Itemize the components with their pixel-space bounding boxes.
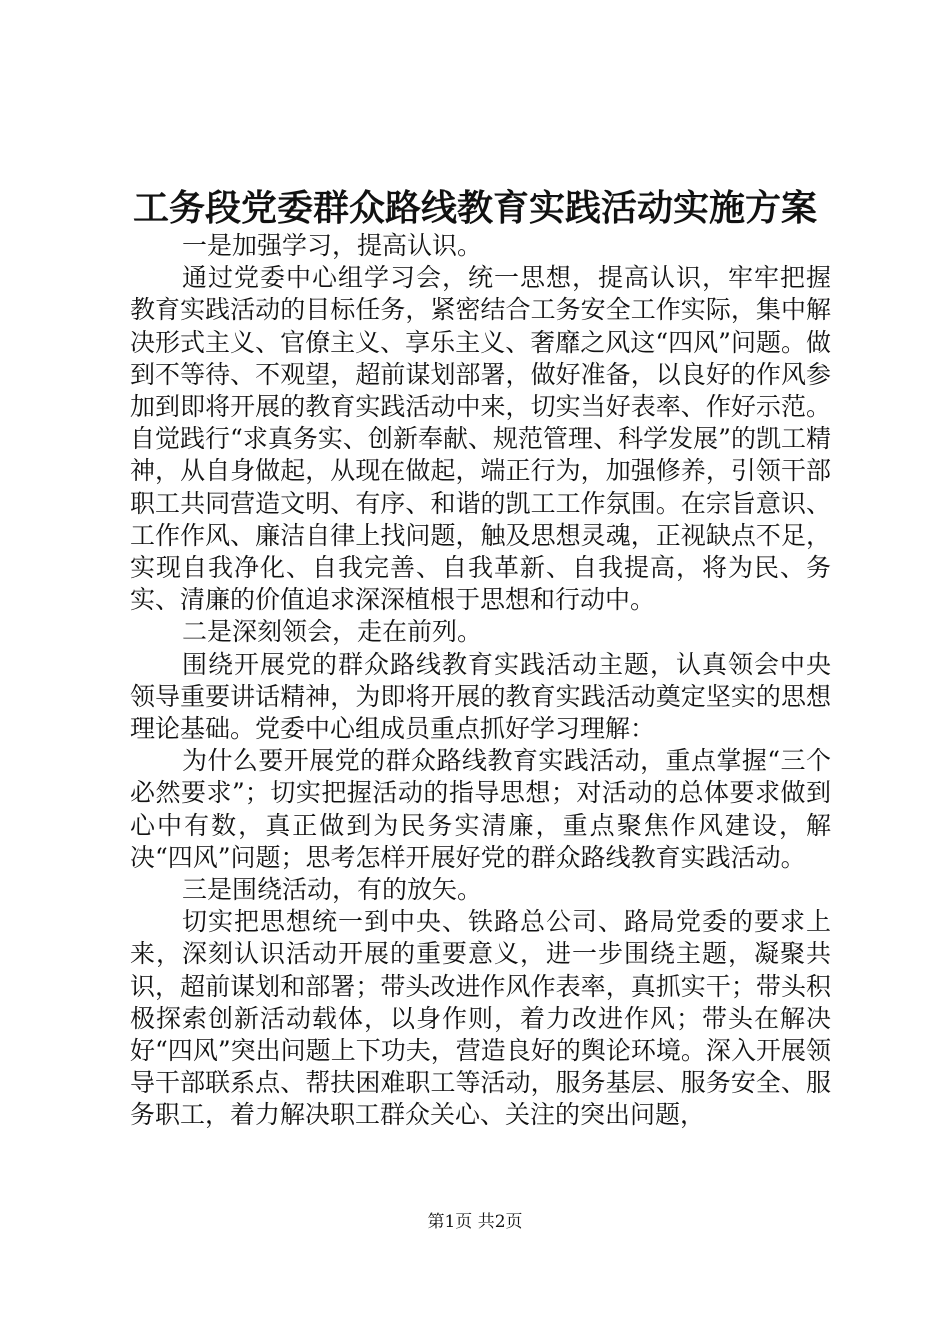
body-paragraph-1: 通过党委中心组学习会，统一思想，提高认识，牢牢把握教育实践活动的目标任务，紧密结合工务安全工作实际，集中解决形式主义、官僚主义、享乐主义、奢靡之风这“四风”问题。做到不等待、不观望，超前谋划部署，做好准备，以良好的作风参加到即将开展的教育实践活动中来，切实当好表率、作好示范。自觉践行“求真务实、创新奉献、规范管理、科学发展”的凯工精神，从自身做起，从现在做起，端正行为，加强修养，引领干部职工共同营造文明、有序、和谐的凯工工作氛围。在宗旨意识、工作作风、廉洁自律上找问题，触及思想灵魂，正视缺点不足，实现自我净化、自我完善、自我革新、自我提高，将为民、务实、清廉的价值追求深深植根于思想和行动中。 xyxy=(130,263,831,615)
document-body xyxy=(130,230,831,1132)
section-heading-1: 一是加强学习，提高认识。 xyxy=(182,231,483,260)
body-paragraph-3: 为什么要开展党的群众路线教育实践活动，重点掌握“三个必然要求”；切实把握活动的指导思想；对活动的总体要求做到心中有数，真正做到为民务实清廉，重点聚焦作风建设，解决“四风”问题；思考怎样开展好党的群众路线教育实践活动。 xyxy=(130,746,831,872)
page-number-footer: 第1页 共2页 xyxy=(427,1212,523,1232)
body-paragraph-4: 切实把思想统一到中央、铁路总公司、路局党委的要求上来，深刻认识活动开展的重要意义，进一步围绕主题，凝聚共识，超前谋划和部署；带头改进作风作表率，真抓实干；带头积极探索创新活动载体，以身作则，着力改进作风；带头在解决好“四风”突出问题上下功夫，营造良好的舆论环境。深入开展领导干部联系点、帮扶困难职工等活动，服务基层、服务安全、服务职工，着力解决职工群众关心、关注的突出问题， xyxy=(130,907,831,1130)
document-title: 工务段党委群众路线教育实践活动实施方案 xyxy=(132,187,817,229)
section-heading-3: 三是围绕活动，有的放矢。 xyxy=(182,875,483,905)
body-paragraph-2: 围绕开展党的群众路线教育实践活动主题，认真领会中央领导重要讲话精神，为即将开展的教育实践活动奠定坚实的思想理论基础。党委中心组成员重点抓好学习理解： xyxy=(130,649,831,744)
section-heading-2: 二是深刻领会，走在前列。 xyxy=(182,617,483,647)
